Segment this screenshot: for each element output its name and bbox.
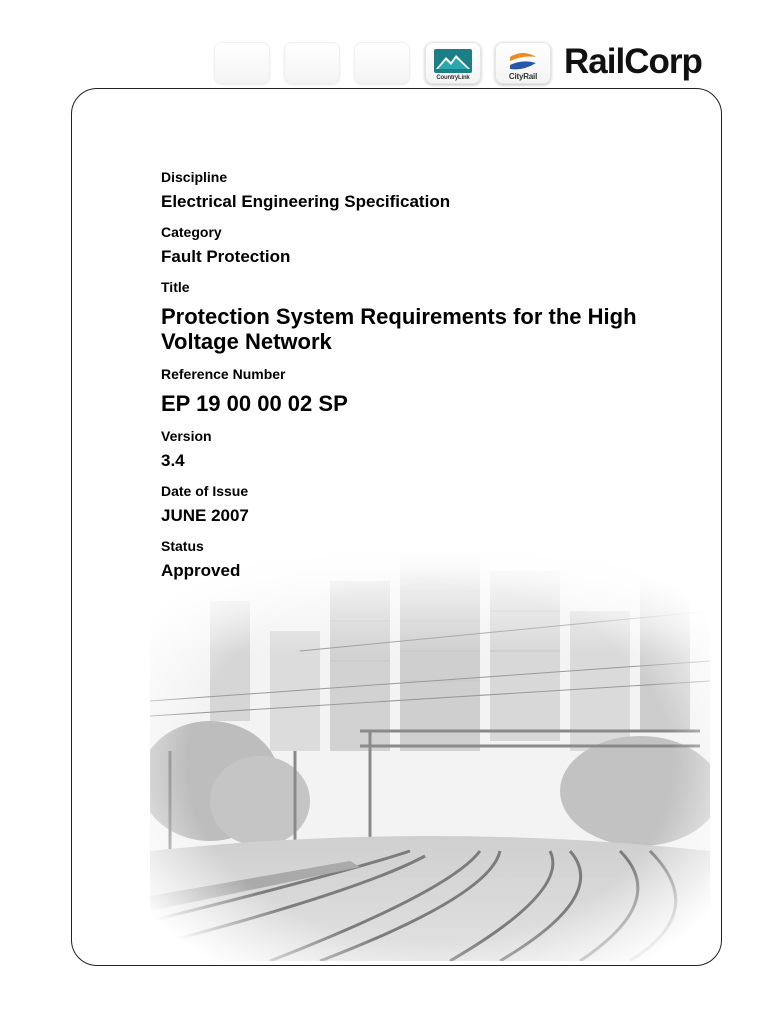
- reference-number-label: Reference Number: [161, 366, 286, 382]
- blank-logo-tile: [284, 42, 340, 84]
- blank-logo-tile: [214, 42, 270, 84]
- countrylink-mountain-icon: [426, 47, 480, 77]
- date-of-issue-label: Date of Issue: [161, 483, 249, 499]
- version-value: 3.4: [161, 451, 185, 470]
- header-logo-strip: [212, 40, 732, 92]
- document-metadata: [161, 169, 701, 593]
- cityrail-logo: [495, 42, 551, 84]
- version-label: Version: [161, 428, 212, 444]
- reference-number-value: EP 19 00 00 02 SP: [161, 391, 348, 416]
- railway-tracks-photo: [150, 551, 710, 961]
- blank-logo-tile: [354, 42, 410, 84]
- railcorp-brand: RailCorp: [564, 42, 702, 81]
- category-label: Category: [161, 224, 222, 240]
- discipline-label: Discipline: [161, 169, 228, 185]
- countrylink-logo: [425, 42, 481, 84]
- status-value: Approved: [161, 561, 241, 580]
- cityrail-caption: CityRail: [508, 72, 538, 81]
- cover-frame: [71, 88, 722, 966]
- status-label: Status: [161, 538, 204, 554]
- discipline-value: Electrical Engineering Specification: [161, 192, 451, 211]
- title-label: Title: [161, 279, 190, 295]
- category-value: Fault Protection: [161, 247, 291, 266]
- countrylink-caption: CountryLink: [436, 75, 470, 81]
- title-value: Protection System Requirements for the High Voltage Network: [161, 304, 637, 354]
- date-of-issue-value: JUNE 2007: [161, 506, 249, 525]
